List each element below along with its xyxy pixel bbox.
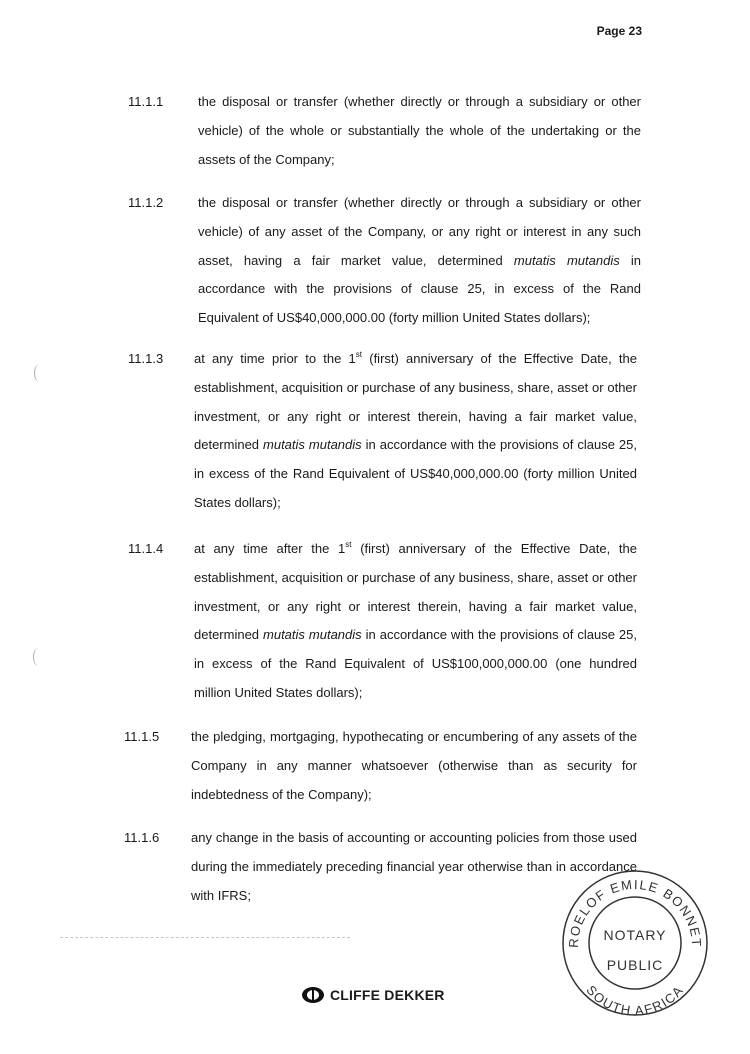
scan-mark bbox=[33, 648, 44, 666]
stamp-line2: PUBLIC bbox=[606, 957, 664, 973]
scan-mark bbox=[34, 364, 45, 382]
clause-number: 11.1.5 bbox=[124, 729, 160, 744]
clause-text: the disposal or transfer (whether directly or through a subsidiary or other vehicle) of any asset of the Company, or any right or interest in any such asset, having a fair market value, determined mutatis mutandis in accordance with the provisions of clause 25, in excess of the Rand Equivalent of US$40,000,000.00 (forty million United States dollars); bbox=[198, 195, 642, 326]
clause-number: 11.1.3 bbox=[128, 351, 164, 366]
clause-number: 11.1.4 bbox=[128, 541, 164, 556]
italic-term: mutatis mutandis bbox=[263, 437, 362, 453]
italic-term: mutatis mutandis bbox=[263, 627, 362, 643]
clause-text: at any time after the 1st (first) anniversary of the Effective Date, the establishment, acquisition or purchase of any business, share, asset or other investment, or any right or interest therein, having a fair market value, determined mutatis mutandis in accordance with the provisions of clause 25, in excess of the Rand Equivalent of US$100,000,000.00 (one hundred million United States dollars); bbox=[194, 540, 637, 700]
stamp-bottom-arc: SOUTH AFRICA bbox=[583, 982, 687, 1018]
clause-text: any change in the basis of accounting or accounting policies from those used during the immediately preceding financial year otherwise than in accordance with IFRS; bbox=[191, 830, 637, 903]
italic-term: mutatis mutandis bbox=[513, 252, 620, 268]
notary-stamp bbox=[560, 868, 710, 1018]
ordinal-superscript: st bbox=[345, 540, 352, 549]
stamp-inner-ring bbox=[589, 897, 681, 989]
clause-text: the disposal or transfer (whether directly or through a subsidiary or other vehicle) of the whole or substantially the whole of the undertaking or the assets of the Company; bbox=[198, 94, 641, 167]
clause-text: at any time prior to the 1st (first) anniversary of the Effective Date, the establishment, acquisition or purchase of any business, share, asset or other investment, or any right or interest therein, having a fair market value, determined mutatis mutandis in accordance with the provisions of clause 25, in excess of the Rand Equivalent of US$40,000,000.00 (forty million United States dollars); bbox=[194, 350, 637, 510]
stamp-top-arc: ROELOF EMILE BONNET bbox=[565, 876, 705, 949]
clause-number: 11.1.6 bbox=[124, 830, 160, 845]
stamp-line1: NOTARY bbox=[603, 927, 667, 943]
brand-name: CLIFFE DEKKER bbox=[330, 987, 445, 1003]
page-number: Page 23 bbox=[596, 24, 642, 38]
footer-divider bbox=[60, 937, 350, 939]
clause-number: 11.1.2 bbox=[128, 195, 164, 210]
cliffe-dekker-logo-icon bbox=[301, 986, 325, 1004]
ordinal-superscript: st bbox=[355, 350, 363, 359]
clause-number: 11.1.1 bbox=[128, 94, 164, 109]
clause-text: the pledging, mortgaging, hypothecating or encumbering of any assets of the Company in any manner whatsoever (otherwise than as security for indebtedness of the Company); bbox=[191, 729, 637, 802]
footer-brand bbox=[301, 986, 445, 1004]
